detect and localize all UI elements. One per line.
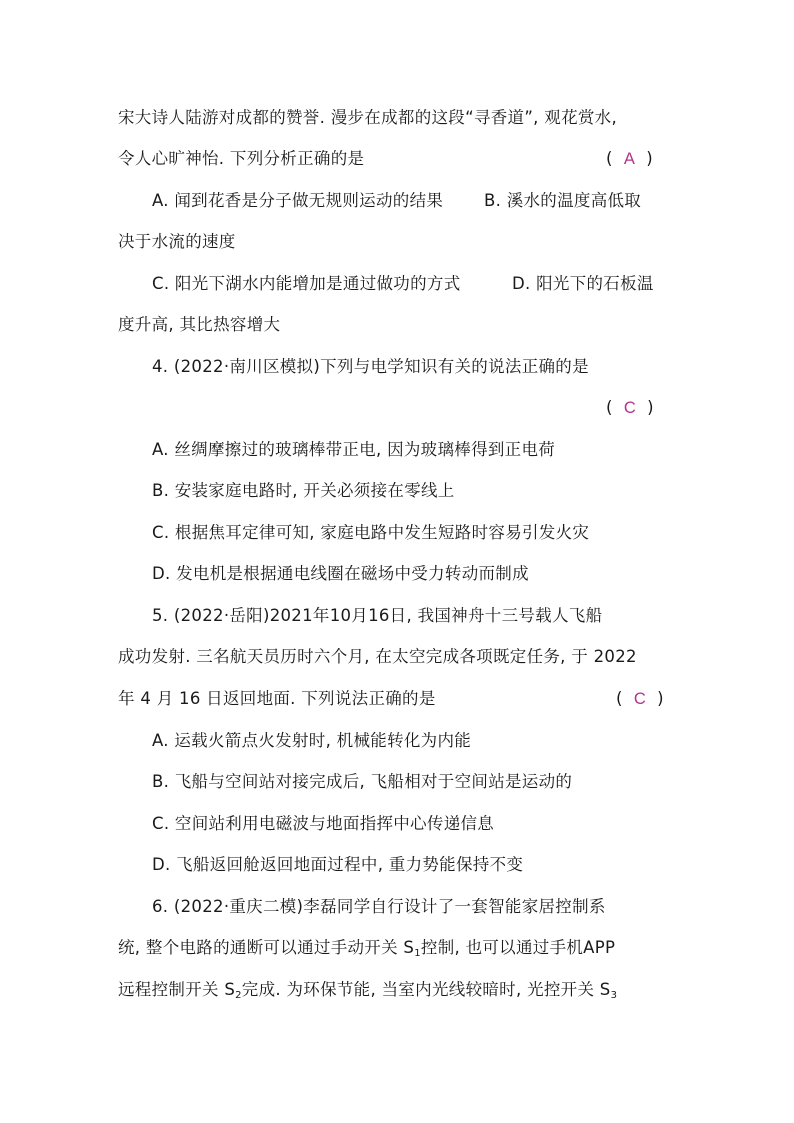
- q5-option-d: D. 飞船返回舱返回地面过程中, 重力势能保持不变: [152, 855, 524, 874]
- q4-answer-blank: ( C ): [606, 398, 654, 417]
- q3-option-d-cont: 度升高, 其比热容增大: [118, 315, 281, 334]
- q3-option-c: C. 阳光下湖水内能增加是通过做功的方式: [152, 274, 461, 293]
- q5-option-c: C. 空间站利用电磁波与地面指挥中心传递信息: [152, 814, 495, 833]
- q6-stem-line3-part1: 远程控制开关 S: [118, 980, 236, 999]
- q5-option-b: B. 飞船与空间站对接完成后, 飞船相对于空间站是运动的: [152, 772, 573, 791]
- q3-answer-blank: ( A ): [606, 149, 653, 168]
- q5-stem-line3: 年 4 月 16 日返回地面. 下列说法正确的是: [118, 689, 436, 708]
- q6-switch-s1-sub: 1: [414, 948, 421, 959]
- q6-stem-line3: [118, 979, 617, 1001]
- q3-option-b: B. 溪水的温度高低取: [484, 191, 642, 210]
- q6-stem-line2: [118, 937, 615, 959]
- q3-option-a: A. 闻到花香是分子做无规则运动的结果: [152, 191, 444, 210]
- q6-stem-line1: 6. (2022·重庆二模)李磊同学自行设计了一套智能家居控制系: [152, 897, 606, 916]
- q5-option-a: A. 运载火箭点火发射时, 机械能转化为内能: [152, 731, 472, 750]
- q5-stem-line2: 成功发射. 三名航天员历时六个月, 在太空完成各项既定任务, 于 2022: [118, 647, 637, 666]
- q6-switch-s2-sub: 2: [235, 990, 242, 1001]
- q6-switch-s3-sub: 3: [610, 990, 618, 1001]
- q4-option-a: A. 丝绸摩擦过的玻璃棒带正电, 因为玻璃棒得到正电荷: [152, 440, 556, 459]
- q3-option-d: D. 阳光下的石板温: [512, 274, 654, 293]
- q4-option-c: C. 根据焦耳定律可知, 家庭电路中发生短路时容易引发火灾: [152, 523, 590, 542]
- q6-stem-line2-part2: 控制, 也可以通过手机APP: [420, 938, 616, 957]
- q6-stem-line2-part1: 统, 整个电路的通断可以通过手动开关 S: [118, 938, 415, 957]
- q4-stem: 4. (2022·南川区模拟)下列与电学知识有关的说法正确的是: [152, 357, 589, 376]
- q5-answer-blank: ( C ): [616, 689, 664, 708]
- q6-stem-line3-part2: 完成. 为环保节能, 当室内光线较暗时, 光控开关 S: [241, 980, 611, 999]
- q5-answer: C: [633, 690, 647, 708]
- q3-stem-line1: 宋大诗人陆游对成都的赞誉. 漫步在成都的这段“寻香道”, 观花赏水,: [118, 108, 618, 127]
- q4-option-d: D. 发电机是根据通电线圈在磁场中受力转动而制成: [152, 564, 529, 583]
- q4-option-b: B. 安装家庭电路时, 开关必须接在零线上: [152, 481, 455, 500]
- q5-stem-line1: 5. (2022·岳阳)2021年10月16日, 我国神舟十三号载人飞船: [152, 606, 603, 625]
- q3-answer: A: [623, 150, 636, 168]
- q4-answer: C: [623, 399, 637, 417]
- q3-stem-line2: 令人心旷神怡. 下列分析正确的是: [118, 149, 365, 168]
- q3-option-b-cont: 决于水流的速度: [118, 232, 236, 251]
